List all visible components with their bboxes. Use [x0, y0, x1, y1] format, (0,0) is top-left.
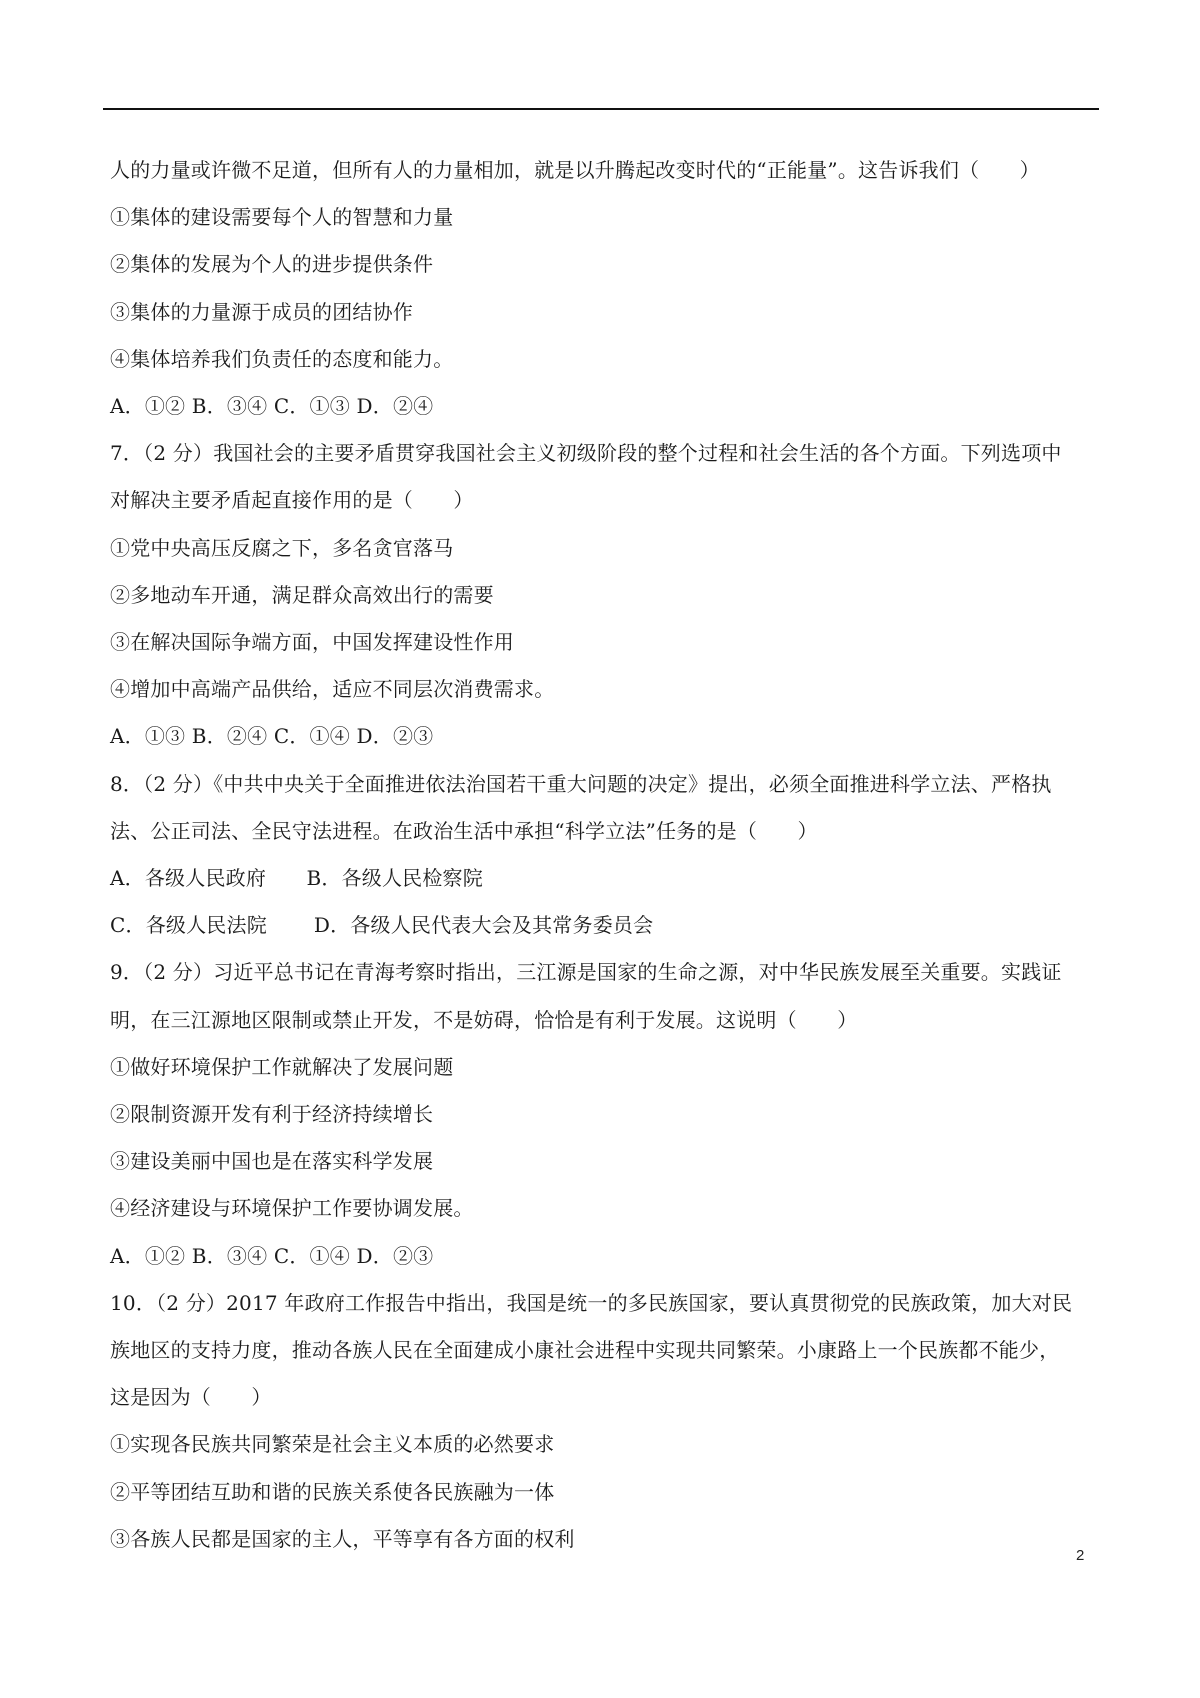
q8-stem-line-1: 8．（2 分）《中共中央关于全面推进依法治国若干重大问题的决定》提出，必须全面推进科学立法、严格执: [110, 772, 1052, 796]
q6-options: A．①② B．③④ C．①③ D．②④: [110, 394, 434, 418]
q7-stem-line-2: 对解决主要矛盾起直接作用的是（ ）: [110, 488, 474, 512]
q6-stem-line: 人的力量或许微不足道，但所有人的力量相加，就是以升腾起改变时代的“正能量”。这告诉我们（ ）: [110, 158, 1040, 182]
q9-item-3: ③建设美丽中国也是在落实科学发展: [110, 1149, 434, 1173]
q7-item-3: ③在解决国际争端方面，中国发挥建设性作用: [110, 630, 514, 654]
q7-stem-line-1: 7．（2 分）我国社会的主要矛盾贯穿我国社会主义初级阶段的整个过程和社会生活的各个方面。下列选项中: [110, 441, 1062, 465]
q10-item-2: ②平等团结互助和谐的民族关系使各民族融为一体: [110, 1480, 555, 1504]
q8-stem-line-2: 法、公正司法、全民守法进程。在政治生活中承担“科学立法”任务的是（ ）: [110, 819, 818, 843]
q6-item-4: ④集体培养我们负责任的态度和能力。: [110, 347, 454, 371]
q10-stem-line-2: 族地区的支持力度，推动各族人民在全面建成小康社会进程中实现共同繁荣。小康路上一个民族都不能少，: [110, 1338, 1060, 1362]
q6-item-2: ②集体的发展为个人的进步提供条件: [110, 252, 434, 276]
q10-stem-line-1: 10．（2 分）2017 年政府工作报告中指出，我国是统一的多民族国家，要认真贯彻党的民族政策，加大对民: [110, 1291, 1073, 1315]
q10-stem-line-3: 这是因为（ ）: [110, 1385, 272, 1409]
q9-stem-line-2: 明，在三江源地区限制或禁止开发，不是妨碍，恰恰是有利于发展。这说明（ ）: [110, 1008, 858, 1032]
q9-item-2: ②限制资源开发有利于经济持续增长: [110, 1102, 434, 1126]
q10-item-1: ①实现各民族共同繁荣是社会主义本质的必然要求: [110, 1432, 555, 1456]
q7-options: A．①③ B．②④ C．①④ D．②③: [110, 724, 434, 748]
page-number: 2: [1076, 1547, 1085, 1564]
q6-item-3: ③集体的力量源于成员的团结协作: [110, 300, 413, 324]
q7-item-2: ②多地动车开通，满足群众高效出行的需要: [110, 583, 494, 607]
q8-options-ab: A．各级人民政府 B．各级人民检察院: [110, 866, 483, 890]
q9-stem-line-1: 9．（2 分）习近平总书记在青海考察时指出，三江源是国家的生命之源，对中华民族发展至关重要。实践证: [110, 960, 1062, 984]
q6-item-1: ①集体的建设需要每个人的智慧和力量: [110, 205, 454, 229]
q9-item-4: ④经济建设与环境保护工作要协调发展。: [110, 1196, 474, 1220]
header-rule: [103, 108, 1099, 110]
q8-options-cd: C．各级人民法院 D．各级人民代表大会及其常务委员会: [110, 913, 654, 937]
q10-item-3: ③各族人民都是国家的主人，平等享有各方面的权利: [110, 1527, 575, 1551]
q7-item-1: ①党中央高压反腐之下，多名贪官落马: [110, 536, 454, 560]
q9-options: A．①② B．③④ C．①④ D．②③: [110, 1244, 434, 1268]
q9-item-1: ①做好环境保护工作就解决了发展问题: [110, 1055, 454, 1079]
q7-item-4: ④增加中高端产品供给，适应不同层次消费需求。: [110, 677, 555, 701]
